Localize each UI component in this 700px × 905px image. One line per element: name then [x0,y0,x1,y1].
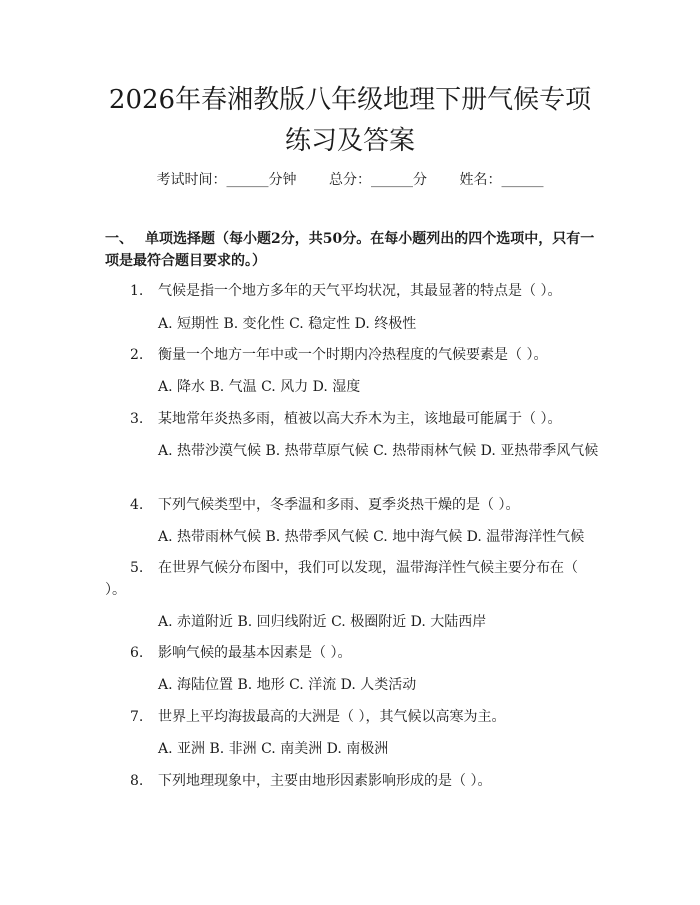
question-options [105,376,600,398]
question-number: 8. [130,773,144,789]
question-number: 4. [130,497,144,513]
question-options [105,674,600,696]
name-field: 姓名：______ [459,172,544,188]
question-stem [130,494,600,516]
question-stem [130,642,600,664]
question-text: 衡量一个地方一年中或一个时期内冷热程度的气候要素是（ ）。 [158,347,548,363]
options-text: A. 亚洲 B. 非洲 C. 南美洲 D. 南极洲 [158,741,389,757]
question-options [105,526,600,548]
exam-time-field: 考试时间：______分钟 [156,172,297,188]
question-stem [130,770,600,792]
question-number: 1. [130,283,144,299]
options-text: A. 热带沙漠气候 B. 热带草原气候 C. 热带雨林气候 D. 亚热带季风气候 [158,443,599,459]
section-instructions: 单项选择题（每小题2分，共50分。在每小题列出的四个选项中，只有一项是最符合题目要求的。） [105,231,595,269]
question-number: 5. [130,560,144,576]
question-stem [130,408,600,430]
question-text: 影响气候的最基本因素是（ ）。 [158,645,352,661]
document-title: 2026年春湘教版八年级地理下册气候专项练习及答案 [108,85,592,156]
options-text: A. 短期性 B. 变化性 C. 稳定性 D. 终极性 [158,316,417,332]
question-number: 2. [130,347,144,363]
question-text: 气候是指一个地方多年的天气平均状况，其最显著的特点是（ ）。 [158,283,562,299]
options-text: A. 赤道附近 B. 回归线附近 C. 极圈附近 D. 大陆西岸 [158,614,487,630]
question-text: 某地常年炎热多雨，植被以高大乔木为主，该地最可能属于（ ）。 [158,411,562,427]
question-text: 下列气候类型中，冬季温和多雨、夏季炎热干燥的是（ ）。 [158,497,520,513]
options-text: A. 降水 B. 气温 C. 风力 D. 湿度 [158,379,361,395]
question-options [105,738,600,760]
question-number: 3. [130,411,144,427]
question-options [105,440,600,462]
total-score-field: 总分：______分 [329,172,427,188]
question-text: 世界上平均海拔最高的大洲是（ ），其气候以高寒为主。 [158,709,506,725]
exam-meta [0,170,700,190]
section-header [105,228,600,272]
question-number: 7. [130,709,144,725]
question-stem [130,344,600,366]
question-options [105,611,600,633]
question-text: 下列地理现象中，主要由地形因素影响形成的是（ ）。 [158,773,492,789]
question-text: 在世界气候分布图中，我们可以发现，温带海洋性气候主要分布在（ ）。 [105,560,578,598]
question-options [105,313,600,335]
options-text: A. 海陆位置 B. 地形 C. 洋流 D. 人类活动 [158,677,417,693]
question-number: 6. [130,645,144,661]
question-stem [130,706,600,728]
question-stem [105,557,600,601]
question-stem [130,280,600,302]
section-number: 一、 [105,231,133,247]
options-text: A. 热带雨林气候 B. 热带季风气候 C. 地中海气候 D. 温带海洋性气候 [158,529,585,545]
